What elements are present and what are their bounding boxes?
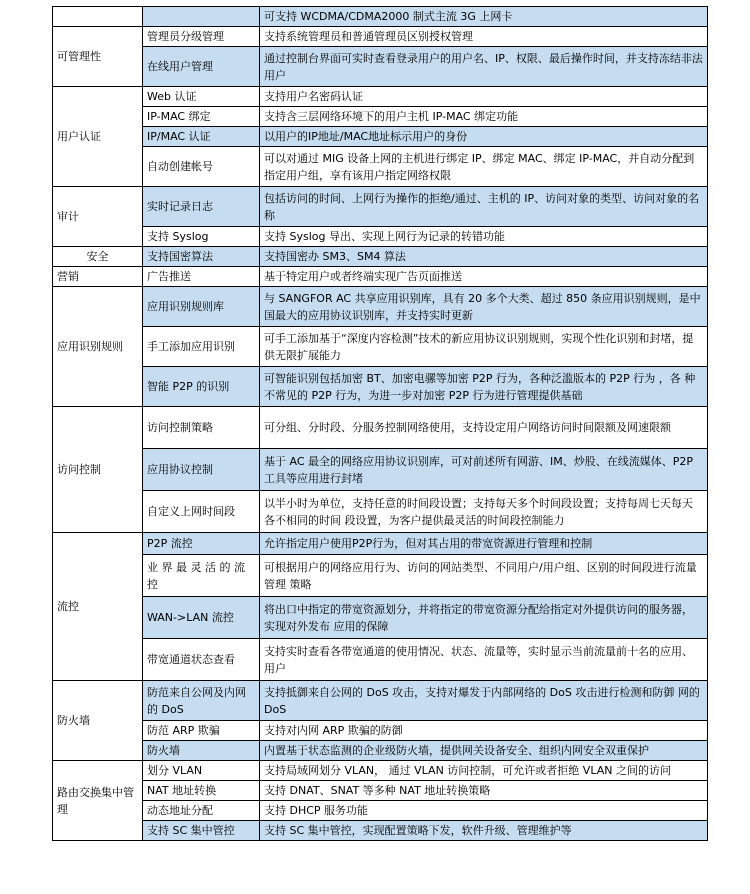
description-cell: 支持含三层网络环境下的用户主机 IP-MAC 绑定功能 bbox=[260, 107, 708, 127]
feature-cell: 支持 SC 集中管控 bbox=[143, 821, 260, 841]
table-row bbox=[53, 87, 708, 107]
category-cell: 访问控制 bbox=[53, 407, 143, 533]
table-row bbox=[53, 267, 708, 287]
feature-cell: WAN->LAN 流控 bbox=[143, 597, 260, 639]
table-row bbox=[53, 681, 708, 721]
feature-cell: 防范来自公网及内网的 DoS bbox=[143, 681, 260, 721]
feature-cell: 带宽通道状态查看 bbox=[143, 639, 260, 681]
table-row bbox=[53, 821, 708, 841]
description-cell: 支持对内网 ARP 欺骗的防御 bbox=[260, 721, 708, 741]
description-cell: 与 SANGFOR AC 共享应用识别库，具有 20 多个大类、超过 850 条应用识别规则，是中国最大的应用协议识别库，并支持实时更新 bbox=[260, 287, 708, 327]
description-cell: 基于特定用户或者终端实现广告页面推送 bbox=[260, 267, 708, 287]
feature-cell: P2P 流控 bbox=[143, 533, 260, 555]
description-cell: 基于 AC 最全的网络应用协议识别库，可对前述所有网游、IM、炒股、在线流媒体、P2P 工具等应用进行封堵 bbox=[260, 449, 708, 491]
description-cell: 可根据用户的网络应用行为、访问的网站类型、不同用户/用户组、区别的时间段进行流量管理 策略 bbox=[260, 555, 708, 597]
feature-table bbox=[52, 6, 708, 841]
feature-cell: 手工添加应用识别 bbox=[143, 327, 260, 367]
description-cell: 支持 Syslog 导出、实现上网行为记录的转错功能 bbox=[260, 227, 708, 247]
category-cell: 流控 bbox=[53, 533, 143, 681]
table-row bbox=[53, 27, 708, 47]
table-row bbox=[53, 533, 708, 555]
category-cell: 营销 bbox=[53, 267, 143, 287]
description-cell: 通过控制台界面可实时查看登录用户的用户名、IP、权限、最后操作时间，并支持冻结非法用户 bbox=[260, 47, 708, 87]
category-cell: 可管理性 bbox=[53, 27, 143, 87]
description-cell: 以用户的IP地址/MAC地址标示用户的身份 bbox=[260, 127, 708, 147]
feature-cell: 自定义上网时间段 bbox=[143, 491, 260, 533]
feature-cell: 业 界 最 灵 活 的 流 控 bbox=[143, 555, 260, 597]
description-cell: 可以对通过 MIG 设备上网的主机进行绑定 IP、绑定 MAC、绑定 IP-MAC，并自动分配到指定用户组，享有该用户指定网络权限 bbox=[260, 147, 708, 187]
table-row bbox=[53, 47, 708, 87]
table-row bbox=[53, 247, 708, 267]
feature-cell: 管理员分级管理 bbox=[143, 27, 260, 47]
feature-cell: NAT 地址转换 bbox=[143, 781, 260, 801]
feature-cell: 在线用户管理 bbox=[143, 47, 260, 87]
category-cell: 用户认证 bbox=[53, 87, 143, 187]
feature-cell: 防范 ARP 欺骗 bbox=[143, 721, 260, 741]
table-row bbox=[53, 147, 708, 187]
description-cell: 支持用户名密码认证 bbox=[260, 87, 708, 107]
category-cell: 路由交换集中管理 bbox=[53, 761, 143, 841]
feature-cell: 动态地址分配 bbox=[143, 801, 260, 821]
description-cell: 支持抵御来自公网的 DoS 攻击，支持对爆发于内部网络的 DoS 攻击进行检测和防御 网的 DoS bbox=[260, 681, 708, 721]
description-cell: 支持 DHCP 服务功能 bbox=[260, 801, 708, 821]
table-row bbox=[53, 741, 708, 761]
table-row bbox=[53, 555, 708, 597]
table-row bbox=[53, 7, 708, 27]
feature-cell: 智能 P2P 的识别 bbox=[143, 367, 260, 407]
description-cell: 可支持 WCDMA/CDMA2000 制式主流 3G 上网卡 bbox=[260, 7, 708, 27]
feature-cell: 防火墙 bbox=[143, 741, 260, 761]
table-row bbox=[53, 597, 708, 639]
description-cell: 可分组、分时段、分服务控制网络使用，支持设定用户网络访问时间限额及网速限额 bbox=[260, 407, 708, 449]
table-row bbox=[53, 187, 708, 227]
category-cell: 防火墙 bbox=[53, 681, 143, 761]
table-row bbox=[53, 287, 708, 327]
table-row bbox=[53, 781, 708, 801]
description-cell: 支持 SC 集中管控，实现配置策略下发，软件升级、管理维护等 bbox=[260, 821, 708, 841]
feature-cell: 支持 Syslog bbox=[143, 227, 260, 247]
description-cell: 将出口中指定的带宽资源划分，并将指定的带宽资源分配给指定对外提供访问的服务器，实现对外发布 应用的保障 bbox=[260, 597, 708, 639]
category-cell: 审计 bbox=[53, 187, 143, 247]
table-row bbox=[53, 491, 708, 533]
feature-cell: 自动创建帐号 bbox=[143, 147, 260, 187]
feature-cell: 实时记录日志 bbox=[143, 187, 260, 227]
description-cell: 支持 DNAT、SNAT 等多种 NAT 地址转换策略 bbox=[260, 781, 708, 801]
category-cell: 应用识别规则 bbox=[53, 287, 143, 407]
table-row bbox=[53, 107, 708, 127]
table-row bbox=[53, 801, 708, 821]
description-cell: 支持系统管理员和普通管理员区别授权管理 bbox=[260, 27, 708, 47]
description-cell: 可智能识别包括加密 BT、加密电骡等加密 P2P 行为，各种泛滥版本的 P2P 行为 ，各 种不常见的 P2P 行为，为进一步对加密 P2P 行为进行管理提供基础 bbox=[260, 367, 708, 407]
feature-cell: Web 认证 bbox=[143, 87, 260, 107]
feature-cell: IP/MAC 认证 bbox=[143, 127, 260, 147]
table-row bbox=[53, 127, 708, 147]
description-cell: 可手工添加基于“深度内容检测”技术的新应用协议识别规则，实现个性化识别和封堵，提供无限扩展能力 bbox=[260, 327, 708, 367]
table-row bbox=[53, 639, 708, 681]
feature-cell: 应用协议控制 bbox=[143, 449, 260, 491]
description-cell: 允许指定用户使用P2P行为，但对其占用的带宽资源进行管理和控制 bbox=[260, 533, 708, 555]
description-cell: 支持实时查看各带宽通道的使用情况、状态、流量等，实时显示当前流量前十名的应用、用户 bbox=[260, 639, 708, 681]
feature-cell: 访问控制策略 bbox=[143, 407, 260, 449]
feature-cell: 广告推送 bbox=[143, 267, 260, 287]
feature-cell: 划分 VLAN bbox=[143, 761, 260, 781]
category-cell: 安全 bbox=[53, 247, 143, 267]
table-row bbox=[53, 367, 708, 407]
description-cell: 内置基于状态监测的企业级防火墙，提供网关设备安全、组织内网安全双重保护 bbox=[260, 741, 708, 761]
category-cell bbox=[53, 7, 143, 27]
table-row bbox=[53, 227, 708, 247]
feature-cell: IP-MAC 绑定 bbox=[143, 107, 260, 127]
table-row bbox=[53, 407, 708, 449]
description-cell: 包括访问的时间、上网行为操作的拒绝/通过、主机的 IP、访问对象的类型、访问对象的名称 bbox=[260, 187, 708, 227]
description-cell: 支持国密办 SM3、SM4 算法 bbox=[260, 247, 708, 267]
description-cell: 以半小时为单位，支持任意的时间段设置；支持每天多个时间段设置；支持每周七天每天各不相同的时间 段设置，为客户提供最灵活的时间段控制能力 bbox=[260, 491, 708, 533]
table-row bbox=[53, 327, 708, 367]
feature-cell bbox=[143, 7, 260, 27]
table-row bbox=[53, 449, 708, 491]
feature-cell: 应用识别规则库 bbox=[143, 287, 260, 327]
table-row bbox=[53, 761, 708, 781]
table-row bbox=[53, 721, 708, 741]
feature-cell: 支持国密算法 bbox=[143, 247, 260, 267]
description-cell: 支持局域网划分 VLAN， 通过 VLAN 访问控制，可允许或者拒绝 VLAN 之间的访问 bbox=[260, 761, 708, 781]
